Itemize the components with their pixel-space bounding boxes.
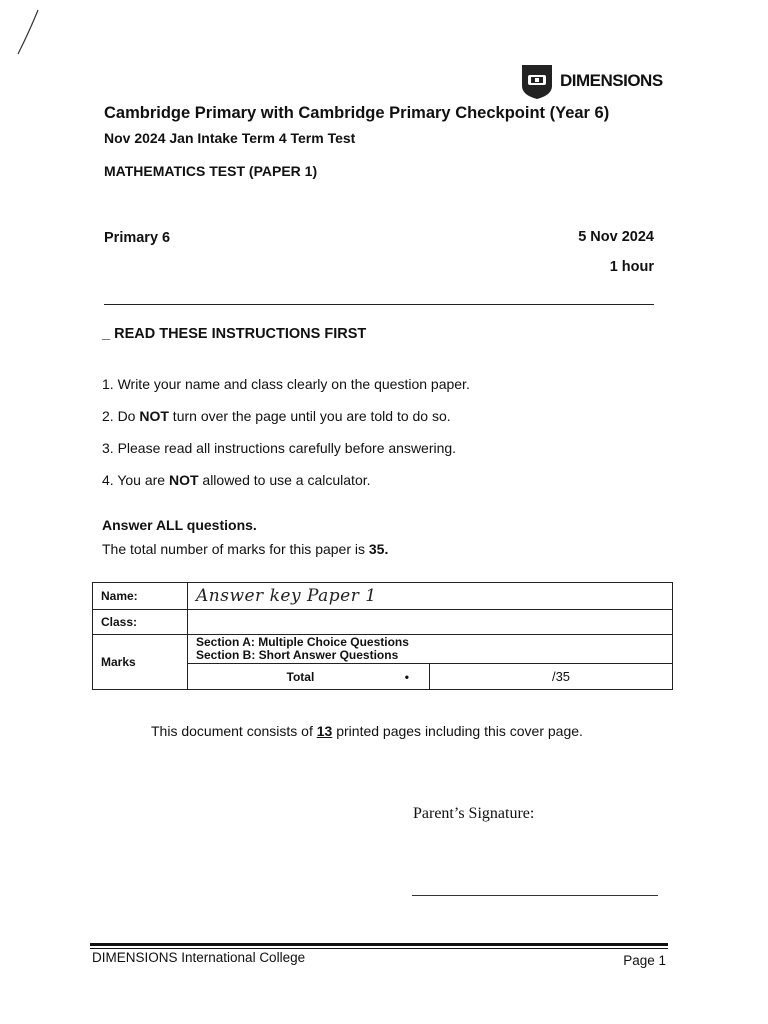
grade-level: Primary 6 <box>104 230 171 246</box>
logo-shield-icon <box>520 62 554 100</box>
exam-subtitle: Nov 2024 Jan Intake Term 4 Term Test <box>104 130 356 146</box>
total-marks-note: The total number of marks for this paper is 35. <box>102 541 389 557</box>
footer-divider <box>90 943 668 946</box>
total-marks-value: 35. <box>368 541 389 557</box>
footer-college-name: DIMENSIONS International College <box>92 950 306 965</box>
candidate-info-table <box>92 582 673 690</box>
logo-text: DIMENSIONS <box>560 71 663 90</box>
page-count-note: This document consists of 13 printed pages including this cover page. <box>151 723 583 739</box>
exam-title: Cambridge Primary with Cambridge Primary Checkpoint (Year 6) <box>104 104 610 122</box>
school-logo <box>520 62 663 100</box>
parent-signature-label: Parent’s Signature: <box>413 805 535 822</box>
answer-all-note: Answer ALL questions. <box>102 517 257 533</box>
section-b-label: Section B: Short Answer Questions <box>196 648 399 662</box>
sections-cell <box>188 635 673 664</box>
pen-stroke-mark <box>12 8 52 58</box>
instruction-item: 1. Write your name and class clearly on the question paper. <box>102 376 470 392</box>
marks-label: Marks <box>93 635 188 690</box>
instructions-list <box>102 374 470 502</box>
total-label: Total <box>286 669 315 684</box>
footer-divider-thin <box>90 948 668 949</box>
page-count: 13 <box>316 723 333 739</box>
total-score-field[interactable] <box>430 664 673 690</box>
instruction-item: 3. Please read all instructions carefully before answering. <box>102 440 457 456</box>
instructions-heading: _ READ THESE INSTRUCTIONS FIRST <box>102 326 367 342</box>
total-label-cell <box>188 664 430 690</box>
header-divider <box>104 304 654 305</box>
footer-page-number: Page 1 <box>623 953 666 968</box>
exam-date: 5 Nov 2024 <box>578 229 654 245</box>
exam-duration: 1 hour <box>609 259 654 275</box>
paper-name: MATHEMATICS TEST (PAPER 1) <box>104 163 318 179</box>
section-a-label: Section A: Multiple Choice Questions <box>196 635 409 649</box>
total-dot: • <box>404 669 409 684</box>
instruction-item: 4. You are NOT allowed to use a calculator. <box>102 472 371 488</box>
class-field[interactable] <box>188 610 673 635</box>
signature-line[interactable] <box>412 895 658 896</box>
name-field[interactable] <box>188 583 673 610</box>
name-label: Name: <box>93 583 188 610</box>
total-out-of: /35 <box>551 669 571 684</box>
handwritten-name: Answer key Paper 1 <box>196 586 377 606</box>
instruction-item: 2. Do NOT turn over the page until you are told to do so. <box>102 408 451 424</box>
class-label: Class: <box>93 610 188 635</box>
